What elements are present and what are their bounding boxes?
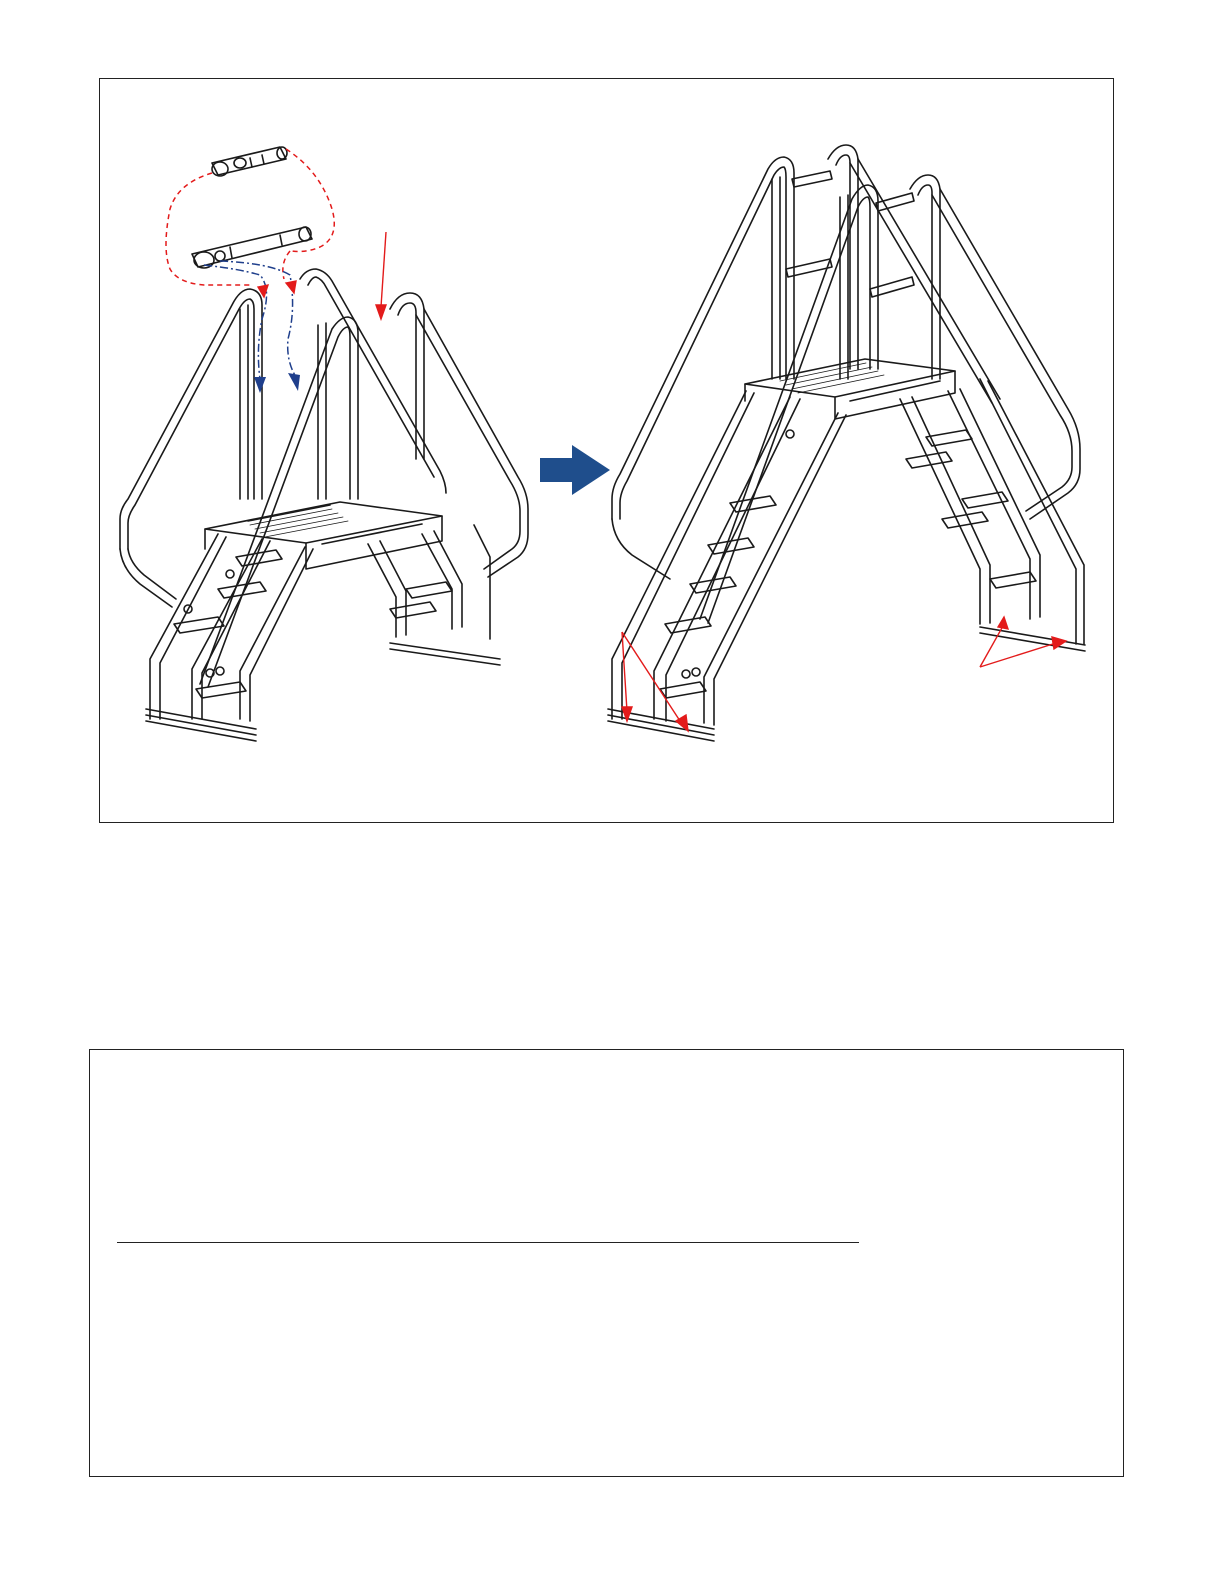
- right-stair-drawing: [608, 145, 1085, 741]
- blue-arrowheads: [254, 373, 300, 393]
- notes-divider: [117, 1242, 859, 1243]
- crossbar-part-upper: [212, 147, 287, 176]
- blue-dashdot-path: [204, 261, 296, 379]
- crossbar-part-lower: [192, 227, 312, 268]
- red-base-callout-arrows: [622, 617, 1066, 731]
- red-dashed-path: [166, 149, 334, 285]
- assembly-illustration: [100, 79, 1115, 824]
- right-left-stair-steps: [660, 430, 794, 698]
- notes-panel: [89, 1049, 1124, 1477]
- figure-panel: [99, 78, 1114, 823]
- transition-arrow-icon: [540, 445, 610, 495]
- left-stair-drawing: [120, 147, 528, 741]
